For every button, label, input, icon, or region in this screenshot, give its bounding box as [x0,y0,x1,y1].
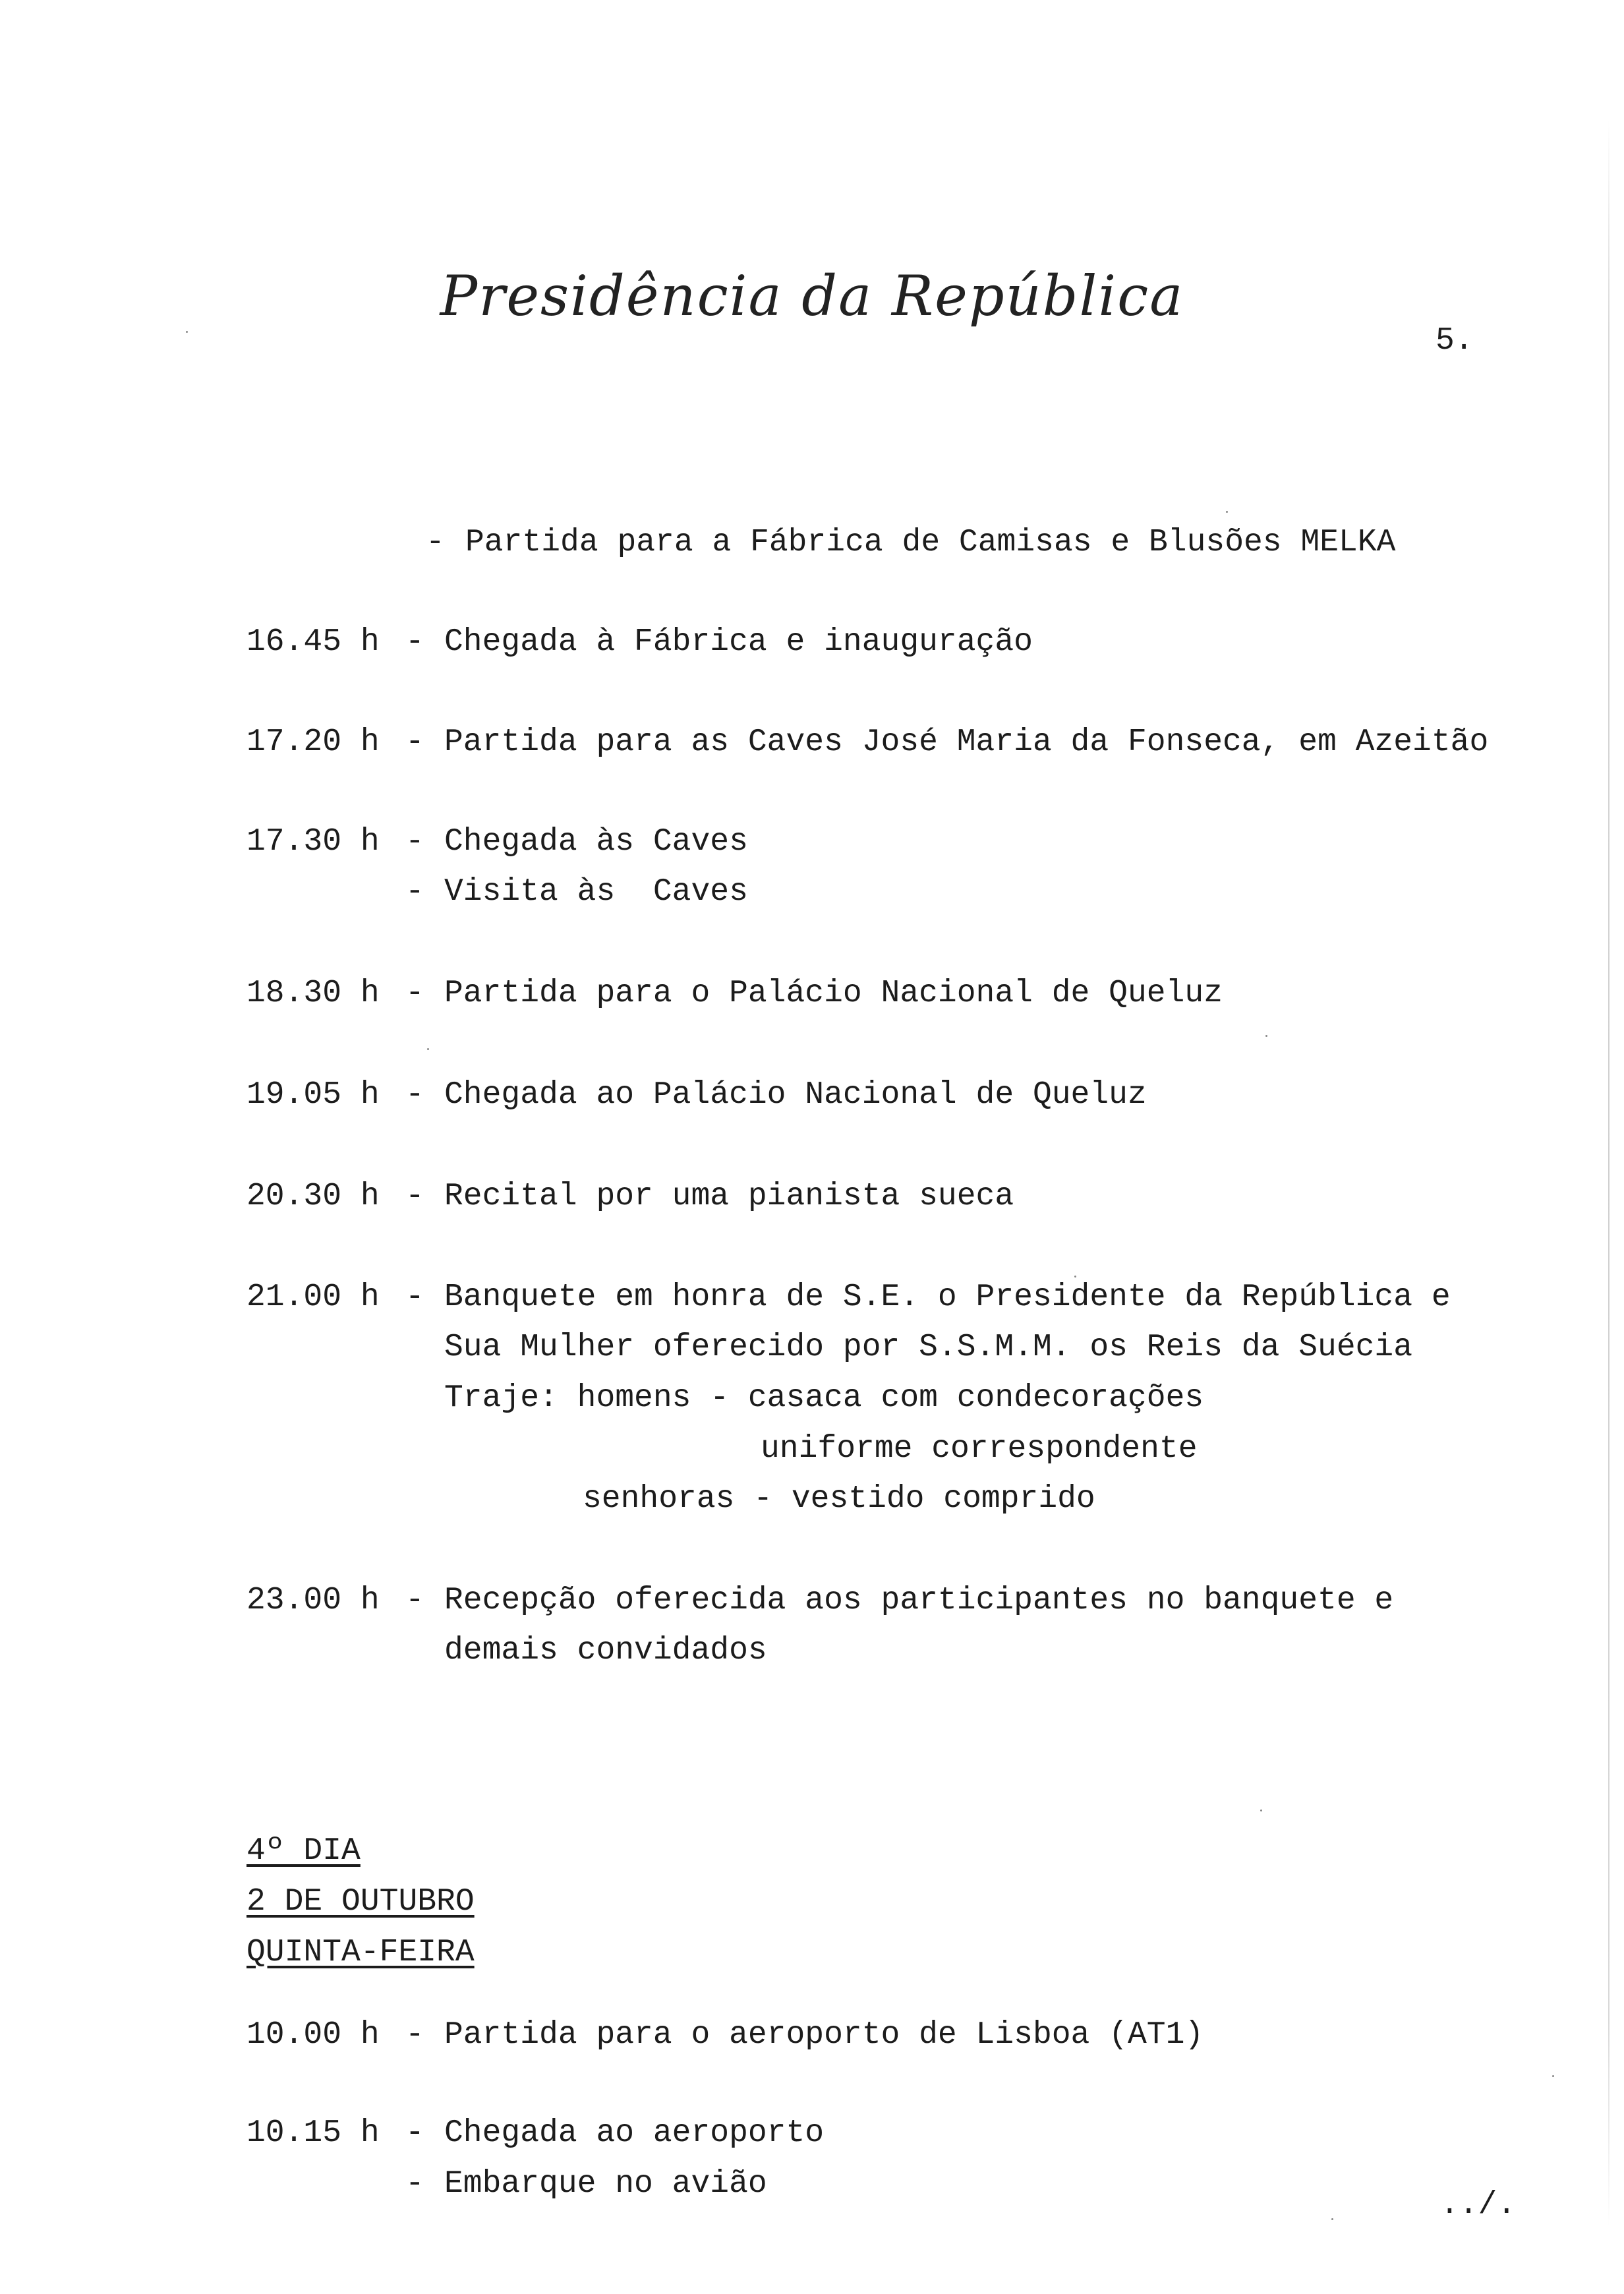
dress-code-uniform: uniforme correspondente [761,1431,1198,1467]
entry-time: 23.00 h [246,1583,380,1618]
page-number: 5. [1436,323,1474,359]
scan-speck [1074,1276,1076,1278]
entry-time: 17.30 h [246,824,380,860]
entry-time: 10.00 h [246,2017,380,2053]
scan-speck [1260,1809,1262,1811]
entry-dash: - [405,724,424,760]
entry-time: 19.05 h [246,1077,380,1113]
entry-text: Sua Mulher oferecido por S.S.M.M. os Reis da Suécia [444,1330,1413,1365]
entry-text: Partida para o aeroporto de Lisboa (AT1) [444,2017,1204,2053]
entry-text: Chegada ao Palácio Nacional de Queluz [444,1077,1147,1113]
entry-text: Visita às Caves [444,874,748,910]
scan-edge-line [1608,119,1610,2228]
entry-time: 10.15 h [246,2115,380,2151]
entry-text: Chegada à Fábrica e inauguração [444,624,1033,660]
entry-dash: - [405,976,424,1011]
entry-time: 18.30 h [246,976,380,1011]
entry-text: Banquete em honra de S.E. o Presidente da República e [444,1279,1451,1315]
scan-speck [1552,2075,1554,2077]
entry-time: 20.30 h [246,1179,380,1214]
entry-text: Recepção oferecida aos participantes no banquete e [444,1583,1394,1618]
letterhead-title: Presidência da República [440,264,1184,328]
dress-code-men: Traje: homens - casaca com condecorações [444,1380,1204,1416]
entry-text: Partida para a Fábrica de Camisas e Blusões MELKA [465,525,1396,560]
entry-dash: - [405,1077,424,1113]
entry-dash: - [405,624,424,660]
entry-text: Chegada às Caves [444,824,748,860]
dress-code-women: senhoras - vestido comprido [583,1481,1095,1517]
entry-text: Partida para o Palácio Nacional de Queluz [444,976,1223,1011]
day-heading: 4º DIA [246,1833,361,1869]
entry-dash: - [426,525,445,560]
weekday-heading: QUINTA-FEIRA [246,1935,475,1970]
scan-speck [427,1048,429,1050]
entry-time: 16.45 h [246,624,380,660]
entry-time: 21.00 h [246,1279,380,1315]
scan-speck [1265,1035,1267,1037]
entry-dash: - [405,1179,424,1214]
entry-text: Chegada ao aeroporto [444,2115,825,2151]
date-heading: 2 DE OUTUBRO [246,1884,475,1920]
entry-dash: - [405,2166,424,2202]
entry-text: demais convidados [444,1633,767,1668]
entry-dash: - [405,824,424,860]
scan-speck [1226,511,1228,513]
scan-speck [1331,2218,1333,2220]
entry-text: Embarque no avião [444,2166,767,2202]
entry-time: 17.20 h [246,724,380,760]
entry-dash: - [405,2017,424,2053]
entry-text: Recital por uma pianista sueca [444,1179,1014,1214]
entry-text: Partida para as Caves José Maria da Fonseca, em Azeitão [444,724,1489,760]
continuation-mark: ../. [1440,2187,1517,2223]
entry-dash: - [405,1583,424,1618]
entry-dash: - [405,2115,424,2151]
entry-dash: - [405,874,424,910]
scan-speck [186,331,188,333]
entry-dash: - [405,1279,424,1315]
